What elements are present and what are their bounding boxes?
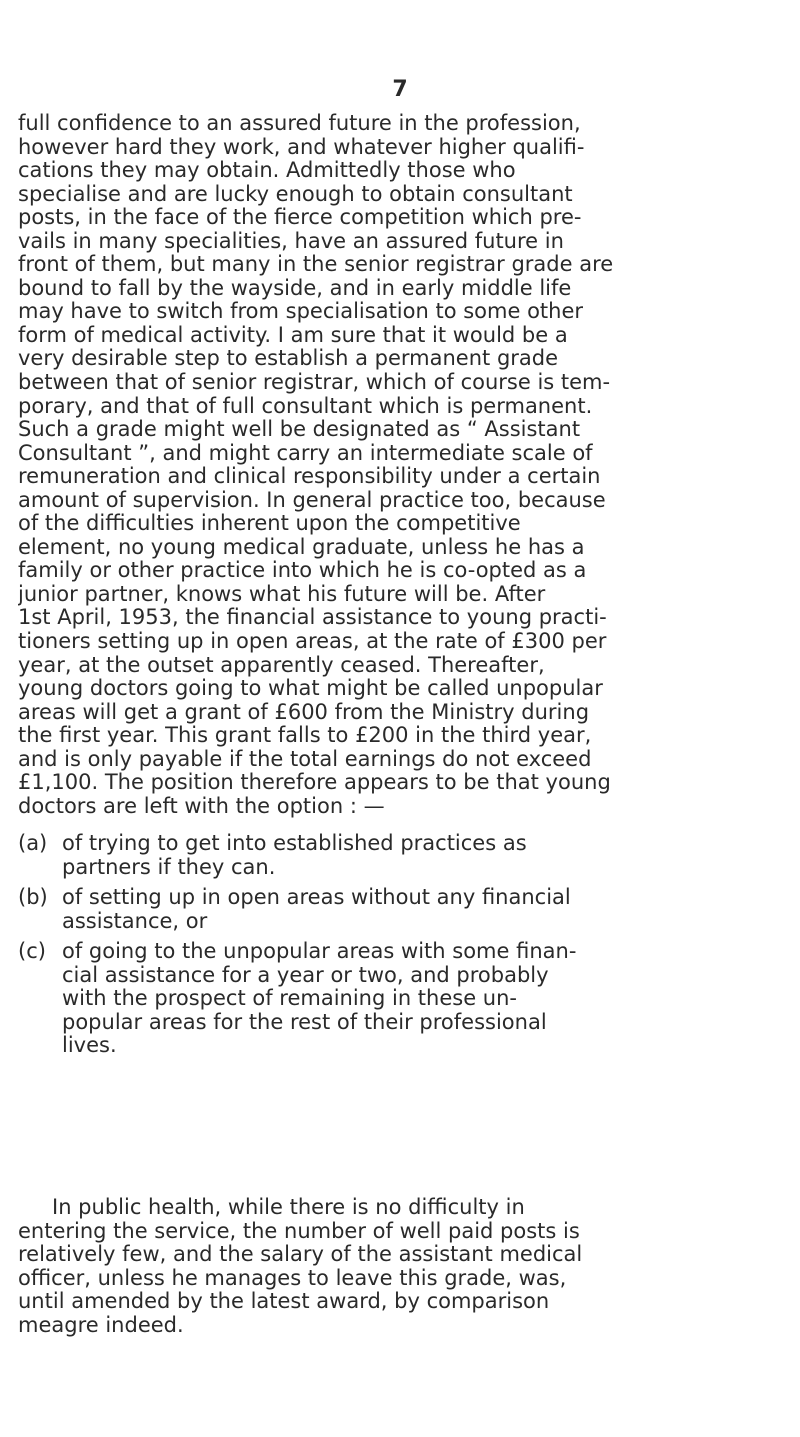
text-line: of trying to get into established practices as [62,832,527,855]
text-line: porary, and that of full consultant which is permanent. [18,394,593,418]
text-line: may have to switch from specialisation to some other [18,300,584,324]
text-line: the first year. This grant falls to £200 in the third year, [18,724,592,748]
options-list [18,832,800,1065]
option-text [62,886,800,933]
text-line: front of them, but many in the senior registrar grade are [18,253,614,277]
option-item [18,886,800,933]
text-line: £1,100. The position therefore appears to be that young [18,771,611,795]
text-line: partners if they can. [62,855,276,879]
option-item [18,940,800,1058]
text-line: and is only payable if the total earnings do not exceed [18,747,592,771]
option-label: (c) [18,939,46,964]
text-line: form of medical activity. I am sure that it would be a [18,323,568,347]
text-line: family or other practice into which he is co-opted as a [18,559,587,583]
text-line: doctors are left with the option : — [18,794,385,818]
text-line: cial assistance for a year or two, and probably [62,963,549,987]
text-line: of going to the unpopular areas with some finan- [62,940,577,964]
text-line: with the prospect of remaining in these un- [62,987,518,1011]
text-line: tioners setting up in open areas, at the rate of £300 per [18,630,607,654]
text-line: between that of senior registrar, which of course is tem- [18,371,611,395]
text-line: however hard they work, and whatever higher qualifi- [18,135,585,159]
text-line: popular areas for the rest of their professional [62,1010,547,1034]
text-line: meagre indeed. [18,1313,184,1337]
text-line: relatively few, and the salary of the assistant medical [18,1243,583,1267]
text-line: posts, in the face of the fierce competition which pre- [18,206,582,230]
text-line: until amended by the latest award, by comparison [18,1290,550,1314]
body-paragraph-1 [18,112,800,818]
text-line: remuneration and clinical responsibility under a certain [18,465,601,489]
text-line: bound to fall by the wayside, and in early middle life [18,276,572,300]
text-line: areas will get a grant of £600 from the Ministry during [18,700,590,724]
option-label: (b) [18,885,48,910]
text-line: young doctors going to what might be called unpopular [18,677,603,701]
body-paragraph-2 [18,1196,800,1337]
text-line: entering the service, the number of well paid posts is [18,1219,580,1243]
text-line: year, at the outset apparently ceased. Thereafter, [18,653,545,677]
option-text [62,832,800,879]
option-label: (a) [18,831,48,855]
text-line: cations they may obtain. Admittedly those who [18,159,516,183]
text-line: Consultant ”, and might carry an intermediate scale of [18,441,593,465]
text-line: of setting up in open areas without any financial [62,886,571,910]
text-line: of the difficulties inherent upon the competitive [18,512,521,536]
text-line: vails in many specialities, have an assured future in [18,229,564,253]
text-line: lives. [62,1034,117,1058]
option-text [62,940,800,1058]
text-line: very desirable step to establish a permanent grade [18,347,559,371]
page-number: 7 [392,77,408,102]
text-line: element, no young medical graduate, unless he has a [18,535,585,559]
text-line: junior partner, knows what his future will be. After [18,582,546,606]
text-line: amount of supervision. In general practice too, because [18,488,606,512]
text-line: Such a grade might well be designated as “ Assistant [18,418,581,442]
option-item [18,832,800,879]
text-line: officer, unless he manages to leave this grade, was, [18,1266,567,1290]
text-line: assistance, or [62,909,208,933]
text-line: specialise and are lucky enough to obtain consultant [18,182,573,206]
text-line: 1st April, 1953, the financial assistance to young practi- [18,606,607,630]
text-line: In public health, while there is no difficulty in [52,1196,525,1219]
text-line: full confidence to an assured future in the profession, [18,112,581,135]
